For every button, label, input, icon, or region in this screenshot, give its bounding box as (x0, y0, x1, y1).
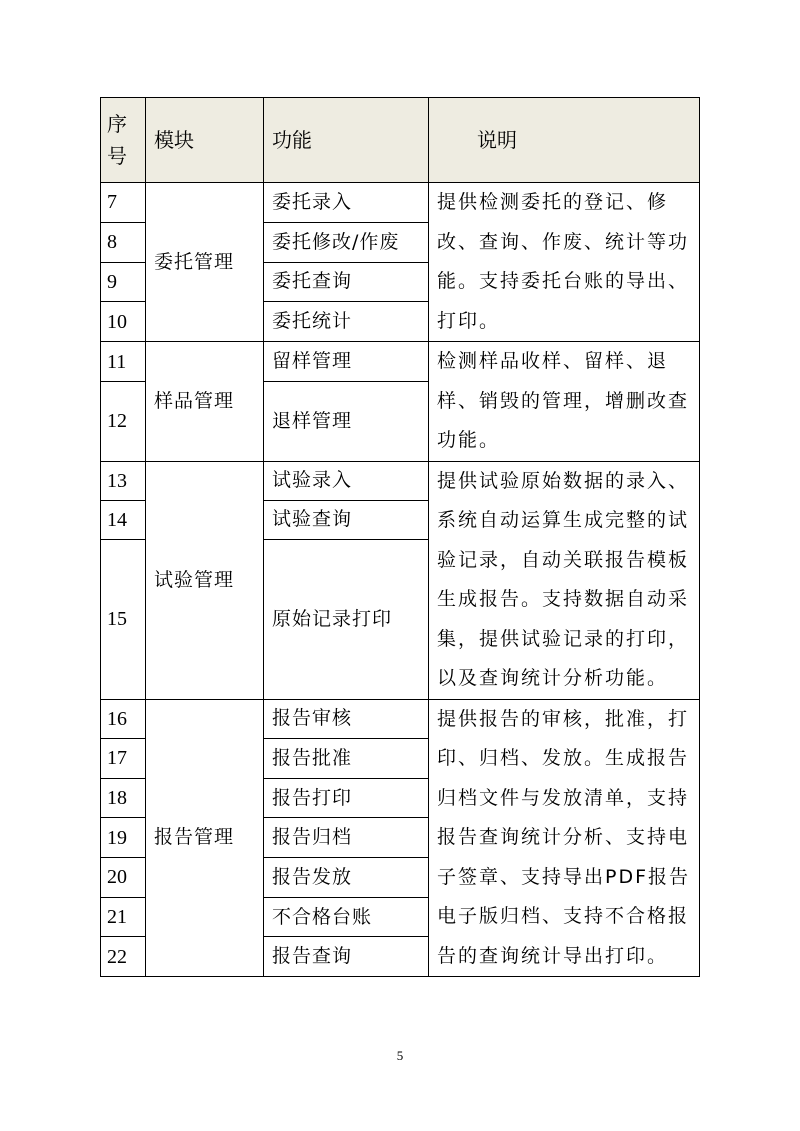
function-cell: 报告发放 (264, 858, 429, 898)
page-number: 5 (396, 1048, 404, 1063)
seq-cell: 22 (101, 937, 146, 977)
module-cell: 报告管理 (146, 699, 264, 977)
description-cell: 检测样品收样、留样、退样、销毁的管理，增删改查功能。 (429, 342, 700, 462)
table-header-row (101, 98, 700, 183)
seq-cell: 14 (101, 500, 146, 539)
function-cell: 委托录入 (264, 183, 429, 223)
function-cell: 不合格台账 (264, 897, 429, 937)
module-cell: 委托管理 (146, 183, 264, 342)
seq-cell: 21 (101, 897, 146, 937)
function-spec-table (100, 97, 700, 977)
function-cell: 留样管理 (264, 342, 429, 382)
description-cell: 提供检测委托的登记、修改、查询、作废、统计等功能。支持委托台账的导出、打印。 (429, 183, 700, 342)
table-row (101, 183, 700, 223)
function-cell: 委托修改/作废 (264, 222, 429, 262)
table-row (101, 342, 700, 382)
seq-cell: 20 (101, 858, 146, 898)
function-cell: 试验录入 (264, 461, 429, 500)
header-function: 功能 (264, 98, 429, 183)
function-cell: 退样管理 (264, 382, 429, 461)
table-row (101, 699, 700, 739)
function-cell: 报告审核 (264, 699, 429, 739)
module-cell: 试验管理 (146, 461, 264, 699)
table-row (101, 461, 700, 500)
description-cell: 提供报告的审核，批准，打印、归档、发放。生成报告归档文件与发放清单，支持报告查询统计分析、支持电子签章、支持导出PDF报告电子版归档、支持不合格报告的查询统计导出打印。 (429, 699, 700, 977)
function-cell: 报告查询 (264, 937, 429, 977)
function-cell: 试验查询 (264, 500, 429, 539)
module-cell: 样品管理 (146, 342, 264, 462)
function-cell: 报告归档 (264, 818, 429, 858)
seq-cell: 15 (101, 539, 146, 699)
seq-cell: 13 (101, 461, 146, 500)
seq-cell: 17 (101, 739, 146, 779)
seq-cell: 11 (101, 342, 146, 382)
function-cell: 报告打印 (264, 778, 429, 818)
header-seq: 序号 (101, 98, 146, 183)
seq-cell: 18 (101, 778, 146, 818)
header-module: 模块 (146, 98, 264, 183)
description-cell: 提供试验原始数据的录入、系统自动运算生成完整的试验记录，自动关联报告模板生成报告。支持数据自动采集，提供试验记录的打印，以及查询统计分析功能。 (429, 461, 700, 699)
seq-cell: 19 (101, 818, 146, 858)
function-cell: 委托统计 (264, 302, 429, 342)
header-description: 说明 (429, 98, 700, 183)
seq-cell: 12 (101, 382, 146, 461)
seq-cell: 9 (101, 262, 146, 302)
function-cell: 委托查询 (264, 262, 429, 302)
seq-cell: 16 (101, 699, 146, 739)
function-cell: 原始记录打印 (264, 539, 429, 699)
function-cell: 报告批准 (264, 739, 429, 779)
seq-cell: 8 (101, 222, 146, 262)
seq-cell: 7 (101, 183, 146, 223)
seq-cell: 10 (101, 302, 146, 342)
